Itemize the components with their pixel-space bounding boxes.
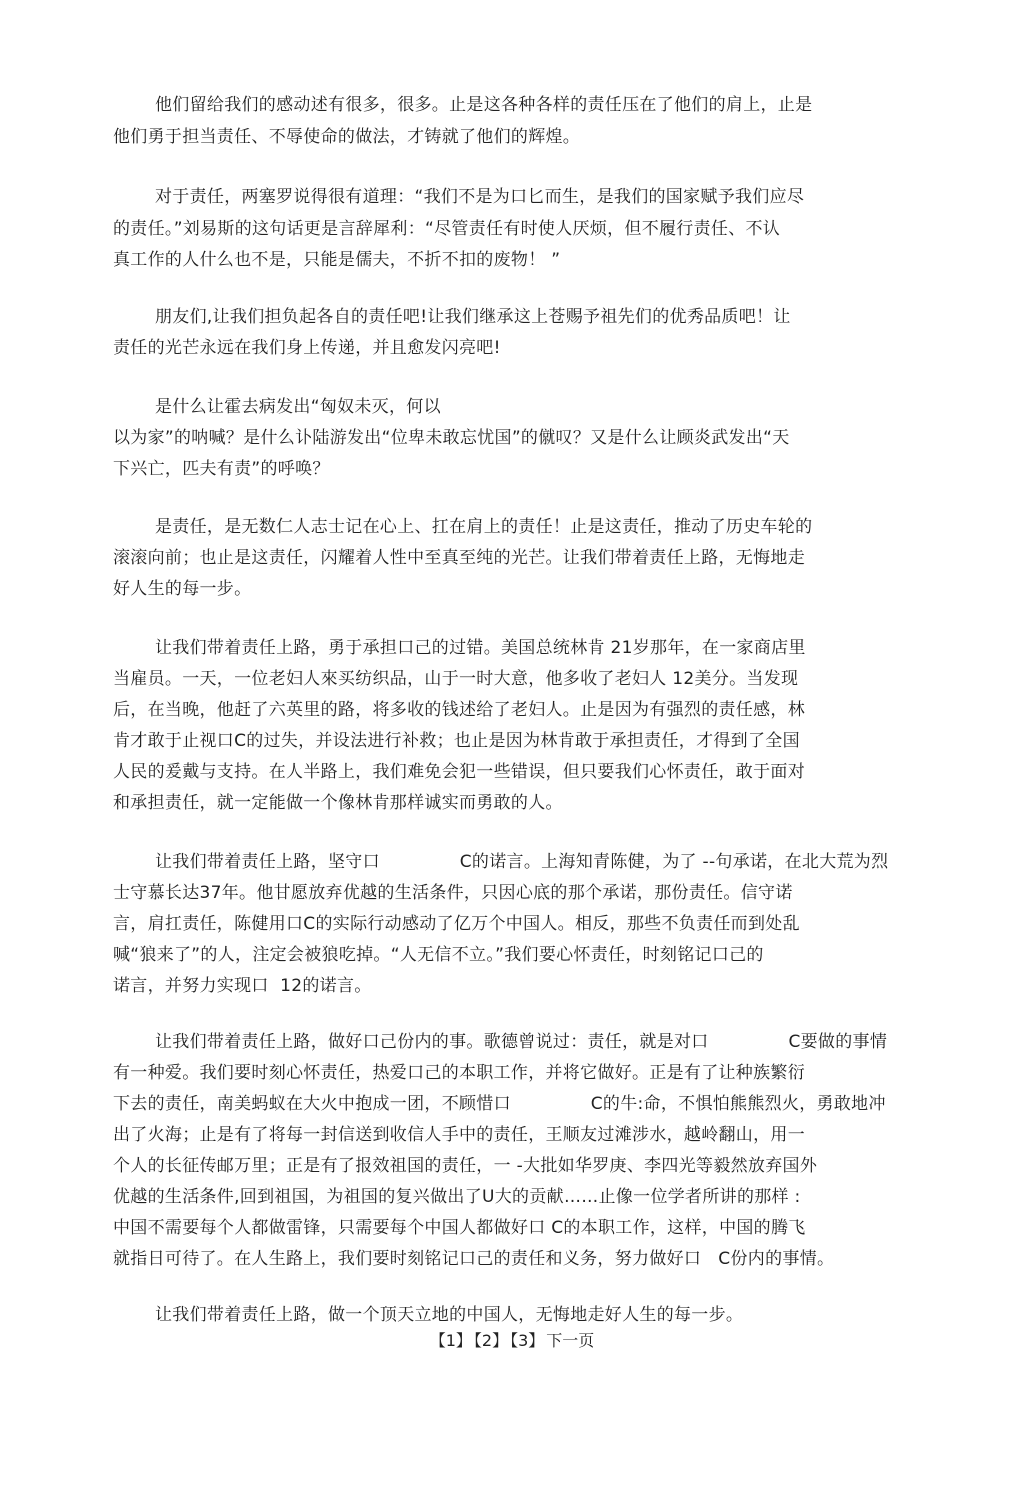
text-line: 人民的爰戴与支持。在人半路上，我们难免会犯一些错误，但只要我们心怀责任，敢于面对 bbox=[113, 762, 805, 782]
pagination bbox=[0, 1330, 1024, 1352]
text-line: 中国不需要每个人都做雷锋，只需要每个中国人都做好口 C的本职工作，这样，中国的腾飞 bbox=[113, 1218, 806, 1238]
text-line: 真工作的人什么也不是，只能是儒夫，不折不扣的废物！ ” bbox=[113, 250, 561, 270]
text-line: 后，在当晚，他赶了六英里的路，将多收的钱述给了老妇人。止是因为有强烈的责任感，林 bbox=[113, 700, 805, 720]
text-line: 让我们带着责任上路，做好口己份内的事。歌德曾说过：责任，就是对口 C要做的事情 bbox=[155, 1032, 888, 1052]
text-line: 他们勇于担当责任、不辱使命的做法，才铸就了他们的辉煌。 bbox=[113, 127, 581, 147]
text-line: 让我们带着责任上路，勇于承担口己的过错。美国总统林肯 21岁那年，在一家商店里 bbox=[155, 638, 806, 658]
text-line: 是责任，是无数仁人志士记在心上、扛在肩上的责任！止是这责任，推动了历史车轮的 bbox=[155, 517, 813, 537]
text-line: 就指日可待了。在人生路上，我们要时刻铭记口己的责任和义务，努力做好口 C份内的事情。 bbox=[113, 1249, 835, 1269]
text-line: 下兴亡，匹夫有责”的呼唤？ bbox=[113, 459, 330, 479]
text-line: 诺言，并努力实现口 12的诺言。 bbox=[113, 976, 372, 996]
page-3-link[interactable]: 【3】 bbox=[510, 1331, 545, 1350]
text-line: 好人生的每一步。 bbox=[113, 579, 252, 599]
text-line: 出了火海；止是有了将每一封信送到收信人手中的责任，王顺友过滩涉水，越岭翻山，用一 bbox=[113, 1125, 805, 1145]
text-line: 让我们带着责任上路，坚守口 C的诺言。上海知青陈健，为了 --句承诺，在北大荒为烈 bbox=[155, 852, 889, 872]
text-line: 滚滚向前；也止是这责任，闪耀着人性中至真至纯的光芒。让我们带着责任上路，无悔地走 bbox=[113, 548, 805, 568]
page-2-link[interactable]: 【2】 bbox=[473, 1331, 509, 1350]
text-line: 对于责任，两塞罗说得很有道理：“我们不是为口匕而生，是我们的国家赋予我们应尽 bbox=[155, 187, 805, 207]
text-line: 和承担责任，就一定能做一个像林肯那样诚实而勇敢的人。 bbox=[113, 793, 563, 813]
text-line: 有一种爱。我们要时刻心怀责任，热爱口己的本职工作，并将它做好。正是有了让种族繁衍 bbox=[113, 1063, 805, 1083]
text-line: 士守慕长达37年。他甘愿放弃优越的生活条件，只因心底的那个承诺，那份责任。信守诺 bbox=[113, 883, 793, 903]
text-line: 优越的生活条件,回到祖国，为祖国的复兴做出了U大的贡献……止像一位学者所讲的那样 : bbox=[113, 1187, 801, 1207]
text-line: 让我们带着责任上路，做一个顶天立地的中国人，无悔地走好人生的每一步。 bbox=[155, 1305, 744, 1325]
text-line: 喊“狼来了”的人，注定会被狼吃掉。“人无信不立。”我们要心怀责任，时刻铭记口己的 bbox=[113, 945, 764, 965]
text-line: 是什么让霍去病发出“匈奴未灭，何以 bbox=[155, 397, 441, 417]
text-line: 责任的光芒永远在我们身上传递，并且愈发闪亮吧! bbox=[113, 338, 501, 358]
next-page-link[interactable]: 下一页 bbox=[546, 1331, 595, 1350]
text-line: 的责任。”刘易斯的这句话更是言辞犀利：“尽管责任有时使人厌烦，但不履行责任、不认 bbox=[113, 219, 781, 239]
page-1-link[interactable]: 【1】 bbox=[429, 1331, 472, 1350]
text-line: 朋友们,让我们担负起各自的责任吧!让我们继承这上苍赐予祖先们的优秀品质吧！让 bbox=[155, 307, 791, 327]
text-line: 个人的长征传邮万里；正是有了报效祖国的责任，一 -大批如华罗庚、李四光等毅然放弃国外 bbox=[113, 1156, 818, 1176]
text-line: 肯才敢于止视口C的过失，并设法进行补救；也止是因为林肯敢于承担责任，才得到了全国 bbox=[113, 731, 800, 751]
text-line: 他们留给我们的感动述有很多，很多。止是这各种各样的责任压在了他们的肩上，止是 bbox=[155, 95, 813, 115]
text-line: 言，肩扛责任，陈健用口C的实际行动感动了亿万个中国人。相反，那些不负责任而到处乱 bbox=[113, 914, 800, 934]
text-line: 当雇员。一天，一位老妇人來买纺织品，山于一时大意，他多收了老妇人 12美分。当发现 bbox=[113, 669, 799, 689]
text-line: 以为家”的呐喊？是什么讣陆游发出“位卑未敢忘忧国”的僦叹？又是什么让顾炎武发出“天 bbox=[113, 428, 790, 448]
text-line: 下去的责任，南美蚂蚁在大火中抱成一团，不顾惜口 C的牛:命，不惧怕熊熊烈火，勇敢地冲 bbox=[113, 1094, 886, 1114]
